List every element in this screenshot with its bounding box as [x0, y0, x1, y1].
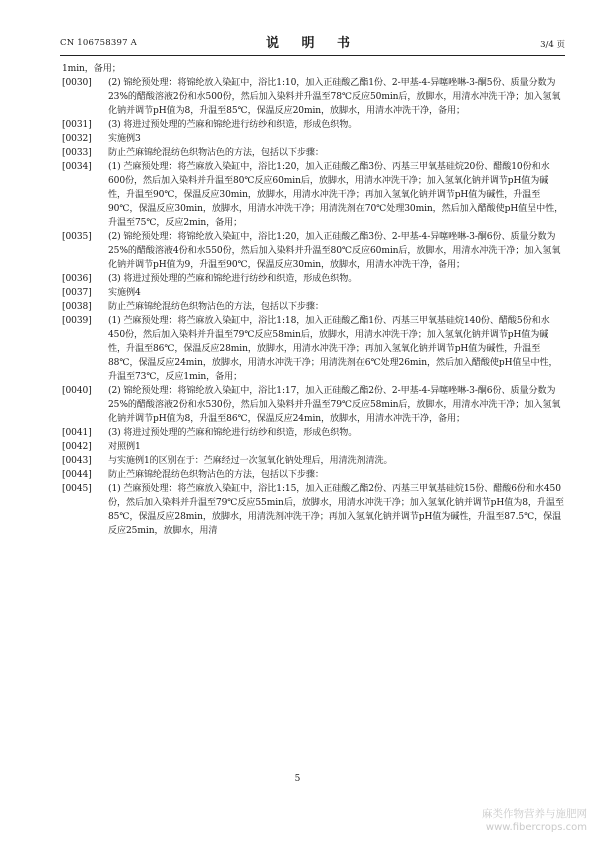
- paragraph: [62, 230, 565, 272]
- paragraph-number: [0036]: [62, 274, 92, 284]
- paragraph-number: [0030]: [62, 78, 92, 88]
- document-body: [62, 62, 565, 538]
- paragraph-number: [0035]: [62, 232, 92, 242]
- paragraph-number: [0032]: [62, 134, 92, 144]
- paragraph: [62, 76, 565, 118]
- paragraph-number: [0040]: [62, 386, 92, 396]
- paragraph: [62, 62, 565, 76]
- page-header: [60, 30, 565, 52]
- paragraph-number: [0042]: [62, 442, 92, 452]
- paragraph: [62, 132, 565, 146]
- paragraph: [62, 286, 565, 300]
- example-heading: 实施例3: [108, 134, 141, 144]
- paragraph-text: 与实施例1的区别在于：苎麻经过一次氢氧化钠处理后，用清洗剂清洗。: [108, 456, 393, 466]
- watermark-line: 麻类作物营养与施肥网: [482, 808, 587, 820]
- watermark: [482, 808, 587, 834]
- example-heading: 对照例1: [108, 442, 141, 452]
- paragraph-number: [0037]: [62, 288, 92, 298]
- paragraph-text: 1min，备用；: [62, 64, 121, 74]
- paragraph-text: 防止苎麻锦纶混纺色织物沾色的方法，包括以下步骤：: [108, 148, 324, 158]
- paragraph-number: [0033]: [62, 148, 92, 158]
- paragraph-text: (3) 将进过预处理的苎麻和锦纶进行纺纱和织造，形成色织物。: [108, 428, 358, 438]
- watermark-url: www.fibercrops.com: [485, 822, 587, 833]
- patent-number: CN 106758397 A: [60, 38, 137, 48]
- paragraph-number: [0041]: [62, 428, 92, 438]
- paragraph-text: (1) 苎麻预处理：将苎麻放入染缸中，浴比1:20，加入正硅酸乙酯3份、丙基三甲氧基硅烷20份、醋酸10份和水600份，然后加入染料并升温至80℃反应60min后，放脚水，用清水冲洗干净；加入氢氧化钠并调节pH值为碱性，升温至90℃，保温反应30min，放脚水，用清水冲洗干净；再加入氢氧化钠并调节pH值为碱性，升温至90℃，保温反应30min，放脚水，用清水冲洗干净；用清洗剂在70℃处理30min，然后加入醋酸使pH值呈中性，升温至75℃，反应2min，备用；: [108, 162, 564, 228]
- example-heading: 实施例4: [108, 288, 141, 298]
- paragraph: [62, 384, 565, 426]
- document-title: 说 明 书: [265, 36, 360, 51]
- paragraph-text: (1) 苎麻预处理：将苎麻放入染缸中，浴比1:15，加入正硅酸乙酯2份、丙基三甲氧基硅烷15份、醋酸6份和水450份，然后加入染料并升温至79℃反应55min后，放脚水，用清水冲洗干净；加入氢氧化钠并调节pH值为8，升温至85℃，保温反应28min，放脚水，用清洗剂冲洗干净；再加入氢氧化钠并调节pH值为碱性，升温至87.5℃，保温反应25min，放脚水，用清: [108, 484, 564, 536]
- header-rule: [60, 55, 565, 56]
- paragraph: [62, 146, 565, 160]
- paragraph-number: [0034]: [62, 162, 92, 172]
- paragraph-number: [0043]: [62, 456, 92, 466]
- paragraph-text: (2) 锦纶预处理：将锦纶放入染缸中，浴比1:20，加入正硅酸乙酯3份、2-甲基-4-异噻唑啉-3-酮6份、质量分数为25%的醋酸溶液4份和水550份，然后加入染料并升温至80℃反应60min后，放脚水，用清水冲洗干净；加入氢氧化钠并调节pH值为9，升温至90℃，保温反应30min，放脚水，用清水冲洗干净，备用；: [108, 232, 561, 270]
- paragraph-number: [0038]: [62, 302, 92, 312]
- paragraph-text: (2) 锦纶预处理：将锦纶放入染缸中，浴比1:10，加入正硅酸乙酯1份、2-甲基-4-异噻唑啉-3-酮5份、质量分数为23%的醋酸溶液2份和水500份，然后加入染料并升温至78℃反应50min后，放脚水，用清水冲洗干净；加入氢氧化钠并调节pH值为8，升温至85℃，保温反应20min，放脚水，用清水冲洗干净，备用；: [108, 78, 561, 116]
- paragraph-text: (3) 将进过预处理的苎麻和锦纶进行纺纱和织造，形成色织物。: [108, 120, 358, 130]
- paragraph-text: (3) 将进过预处理的苎麻和锦纶进行纺纱和织造，形成色织物。: [108, 274, 358, 284]
- paragraph: [62, 272, 565, 286]
- paragraph: [62, 426, 565, 440]
- paragraph: [62, 314, 565, 384]
- paragraph-number: [0044]: [62, 470, 92, 480]
- paragraph-text: (1) 苎麻预处理：将苎麻放入染缸中，浴比1:18，加入正硅酸乙酯1份、丙基三甲氧基硅烷140份、醋酸5份和水450份，然后加入染料并升温至79℃反应58min后，放脚水，用清水冲洗干净；加入氢氧化钠并调节pH值为碱性，升温至86℃，保温反应28min，放脚水，用清水冲洗干净；再加入氢氧化钠并调节pH值为碱性，升温至88℃，保温反应24min，放脚水，用清水冲洗干净；用清洗剂在6℃处理26min，然后加入醋酸使pH值呈中性，升温至73℃，反应1min，备用；: [108, 316, 558, 382]
- paragraph: [62, 482, 565, 538]
- paragraph: [62, 300, 565, 314]
- paragraph: [62, 118, 565, 132]
- paragraph: [62, 440, 565, 454]
- paragraph-text: 防止苎麻锦纶混纺色织物沾色的方法，包括以下步骤：: [108, 470, 324, 480]
- paragraph: [62, 454, 565, 468]
- page-info: 3/4 页: [540, 40, 565, 50]
- paragraph-text: 防止苎麻锦纶混纺色织物沾色的方法，包括以下步骤：: [108, 302, 324, 312]
- paragraph-text: (2) 锦纶预处理：将锦纶放入染缸中，浴比1:17，加入正硅酸乙酯2份、2-甲基-4-异噻唑啉-3-酮6份、质量分数为25%的醋酸溶液2份和水530份，然后加入染料并升温至79℃反应58min后，放脚水，用清水冲洗干净；加入氢氧化钠并调节pH值为8，升温至86℃，保温反应24min，放脚水，用清水冲洗干净，备用；: [108, 386, 561, 424]
- paragraph: [62, 468, 565, 482]
- paragraph-number: [0031]: [62, 120, 92, 130]
- paragraph-number: [0045]: [62, 484, 92, 494]
- page-number: 5: [294, 774, 301, 784]
- paragraph-number: [0039]: [62, 316, 92, 326]
- paragraph: [62, 160, 565, 230]
